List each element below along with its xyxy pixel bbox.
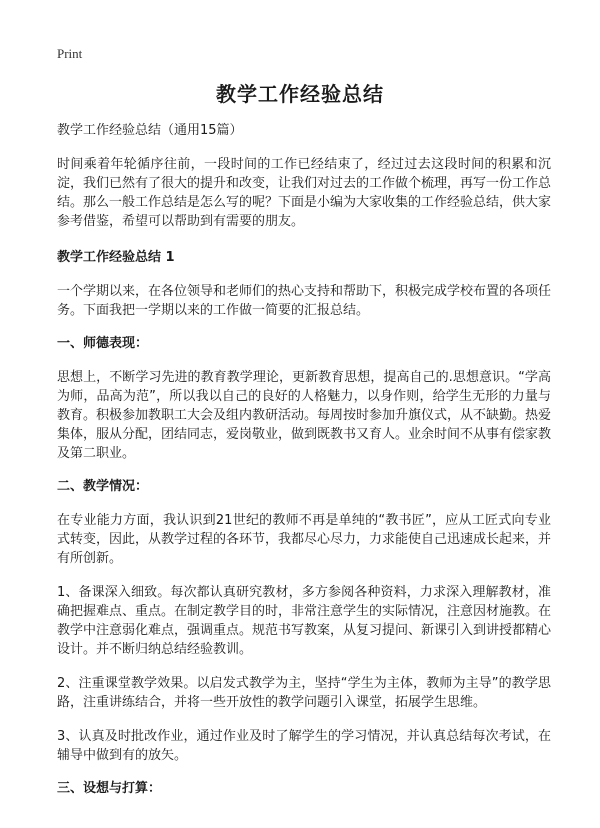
- print-link[interactable]: Print: [57, 46, 83, 61]
- intro-paragraph: 时间乘着年轮循序往前，一段时间的工作已经结束了，经过过去这段时间的积累和沉淀，我们已然有了很大的提升和改变，让我们对过去的工作做个梳理，再写一份工作总结。那么一般工作总结是怎么写的呢？下面是小编为大家收集的工作经验总结，供大家参考借鉴，希望可以帮助到有需要的朋友。: [57, 157, 552, 229]
- document-body: [57, 122, 551, 813]
- ethics-paragraph: 思想上，不断学习先进的教育教学理论，更新教育思想，提高自己的.思想意识。“学高为师，品高为范”，所以我以自己的良好的人格魅力，以身作则，给学生无形的力量与教育。积极参加教职工大会及组内教研活动。每周按时参加升旗仪式，从不缺勤。热爱集体，服从分配，团结同志，爱岗敬业，做到既教书又育人。业余时间不从事有偿家教及第二职业。: [57, 370, 552, 461]
- document-subtitle: 教学工作经验总结（通用15篇）: [57, 123, 243, 138]
- section-heading-plans: 三、设想与打算：: [57, 781, 162, 796]
- article-intro-paragraph: 一个学期以来，在各位领导和老师们的热心支持和帮助下，积极完成学校布置的各项任务。下面我把一学期以来的工作做一简要的汇报总结。: [57, 284, 552, 318]
- teaching-paragraph-2: 1、备课深入细致。每次都认真研究教材，多方参阅各种资料，力求深入理解教材，准确把握难点、重点。在制定教学目的时，非常注意学生的实际情况，注意因材施教。在教学中注意弱化难点，强调重点。规范书写教案，从复习提问、新课引入到讲授都精心设计。并不断归纳总结经验教训。: [57, 585, 552, 657]
- article-heading: 教学工作经验总结 1: [57, 250, 175, 265]
- section-heading-ethics: 一、师德表现：: [57, 336, 149, 351]
- teaching-paragraph-4: 3、认真及时批改作业，通过作业及时了解学生的学习情况，并认真总结每次考试，在辅导中做到有的放矢。: [57, 729, 551, 763]
- teaching-paragraph-3: 2、注重课堂教学效果。以启发式教学为主，坚持“学生为主体，教师为主导”的教学思路，注重讲练结合，并将一些开放性的教学问题引入课堂，拓展学生思维。: [57, 676, 551, 710]
- section-heading-teaching: 二、教学情况：: [57, 479, 149, 494]
- teaching-paragraph-1: 在专业能力方面，我认识到21世纪的教师不再是单纯的“教书匠”，应从工匠式向专业式转变，因此，从教学过程的各环节，我都尽心尽力，力求能使自己迅速成长起来，并有所创新。: [57, 513, 552, 566]
- document-title: 教学工作经验总结: [216, 82, 384, 106]
